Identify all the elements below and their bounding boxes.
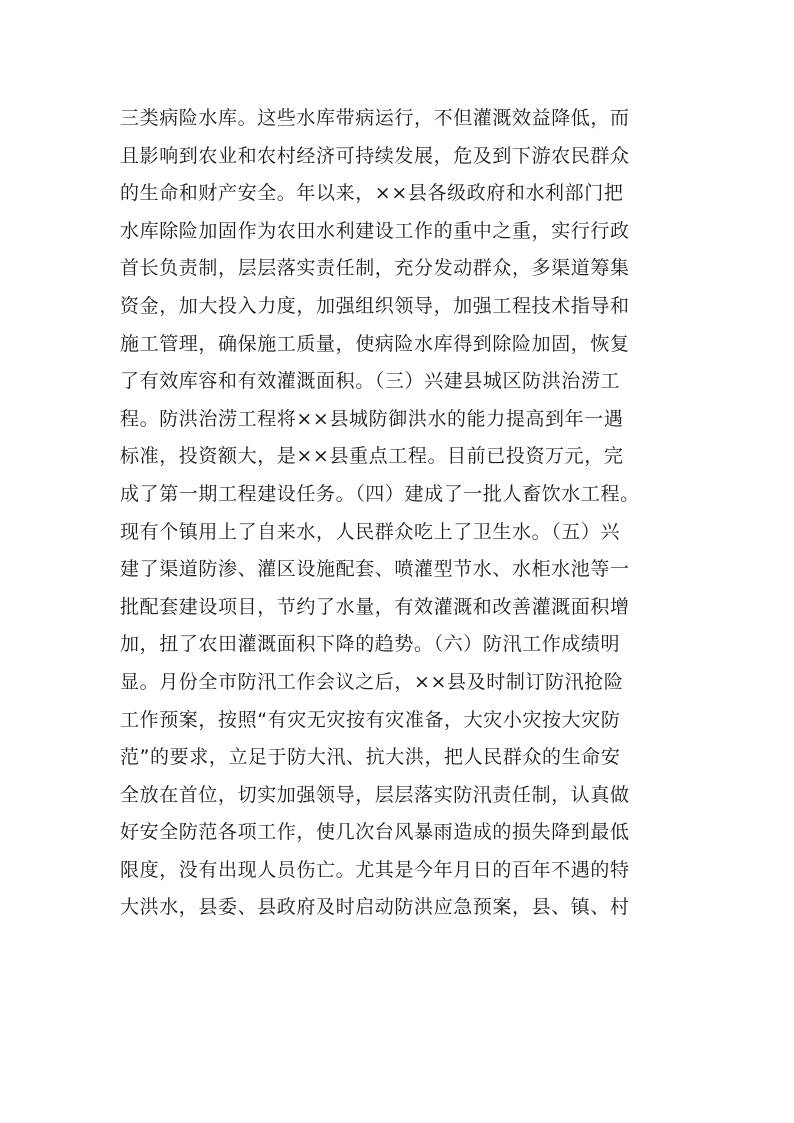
text-line: 范”的要求，立足于防大汛、抗大洪，把人民群众的生命安 xyxy=(120,746,621,769)
text-line: 且影响到农业和农村经济可持续发展，危及到下游农民群众 xyxy=(120,144,630,167)
text-line: 大洪水，县委、县政府及时启动防洪应急预案，县、镇、村 xyxy=(120,896,630,919)
text-line: 的生命和财产安全。年以来，××县各级政府和水利部门把 xyxy=(120,182,624,205)
text-line: 批配套建设项目，节约了水量，有效灌溉和改善灌溉面积增 xyxy=(120,595,630,618)
text-line: 标准，投资额大，是××县重点工程。目前已投资万元，完 xyxy=(120,445,624,468)
text-line: 建了渠道防渗、灌区设施配套、喷灌型节水、水柜水池等一 xyxy=(120,558,630,581)
text-line: 三类病险水库。这些水库带病运行，不但灌溉效益降低，而 xyxy=(120,107,630,129)
text-line: 首长负责制，层层落实责任制，充分发动群众，多渠道筹集 xyxy=(120,257,630,280)
text-line: 工作预案，按照“有灾无灾按有灾准备，大灾小灾按大灾防 xyxy=(120,708,621,731)
text-line: 施工管理，确保施工质量，使病险水库得到除险加固，恢复 xyxy=(120,332,630,355)
text-line: 成了第一期工程建设任务。（四）建成了一批人畜饮水工程。 xyxy=(120,482,640,505)
text-line: 了有效库容和有效灌溉面积。（三）兴建县城区防洪治涝工 xyxy=(120,370,621,393)
text-line: 显。月份全市防汛工作会议之后，××县及时制订防汛抢险 xyxy=(120,670,624,693)
text-line: 全放在首位，切实加强领导，层层落实防汛责任制，认真做 xyxy=(120,783,630,806)
body-text xyxy=(120,100,690,927)
text-line: 资金，加大投入力度，加强组织领导，加强工程技术指导和 xyxy=(120,294,630,317)
text-line: 好安全防范各项工作，使几次台风暴雨造成的损失降到最低 xyxy=(120,821,630,844)
text-line: 加，扭了农田灌溉面积下降的趋势。（六）防汛工作成绩明 xyxy=(120,633,621,656)
text-line: 程。防洪治涝工程将××县城防御洪水的能力提高到年一遇 xyxy=(120,407,624,430)
text-line: 现有个镇用上了自来水，人民群众吃上了卫生水。（五）兴 xyxy=(120,520,621,543)
text-line: 水库除险加固作为农田水利建设工作的重中之重，实行行政 xyxy=(120,219,630,242)
text-line: 限度，没有出现人员伤亡。尤其是今年月日的百年不遇的特 xyxy=(120,858,630,881)
